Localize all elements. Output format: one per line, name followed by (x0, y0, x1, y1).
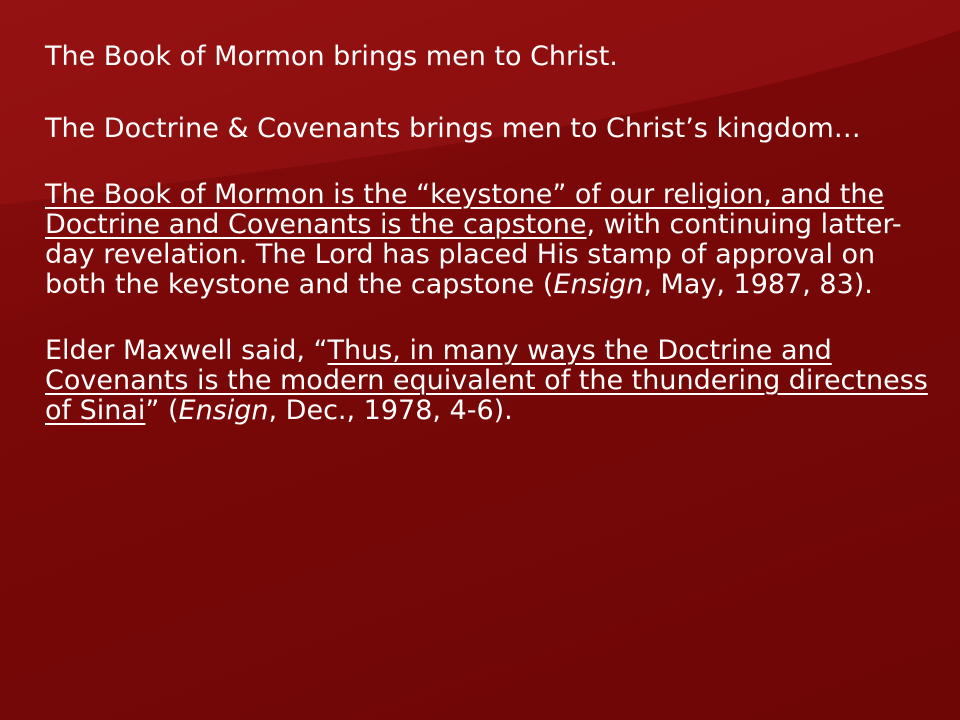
citation-source: Ensign (553, 269, 644, 300)
slide-body (45, 42, 940, 462)
paragraph-maxwell-quote (45, 336, 940, 426)
paragraph-book-of-mormon (45, 42, 940, 72)
paragraph-doctrine-covenants (45, 114, 940, 144)
paragraph-text: The Book of Mormon brings men to Christ. (45, 41, 618, 72)
paragraph-text: Elder Maxwell said, “ (45, 335, 328, 366)
underlined-quote: The Book of Mormon is the “keystone” of our religion, and the Doctrine and Covenants is the capstone (45, 179, 885, 240)
citation-detail: , Dec., 1978, 4-6). (268, 395, 513, 426)
paragraph-text: , with continuing latter-day revelation. The Lord has placed His stamp of approval on both the keystone and the capstone ( (45, 209, 902, 300)
citation-source: Ensign (178, 395, 269, 426)
paragraph-keystone-quote (45, 180, 940, 300)
paragraph-text: The Doctrine & Covenants brings men to Christ’s kingdom… (45, 113, 861, 144)
citation-detail: , May, 1987, 83). (643, 269, 873, 300)
underlined-quote: Thus, in many ways the Doctrine and Covenants is the modern equivalent of the thundering directness of Sinai (45, 335, 928, 426)
paragraph-text: ” ( (145, 395, 179, 426)
